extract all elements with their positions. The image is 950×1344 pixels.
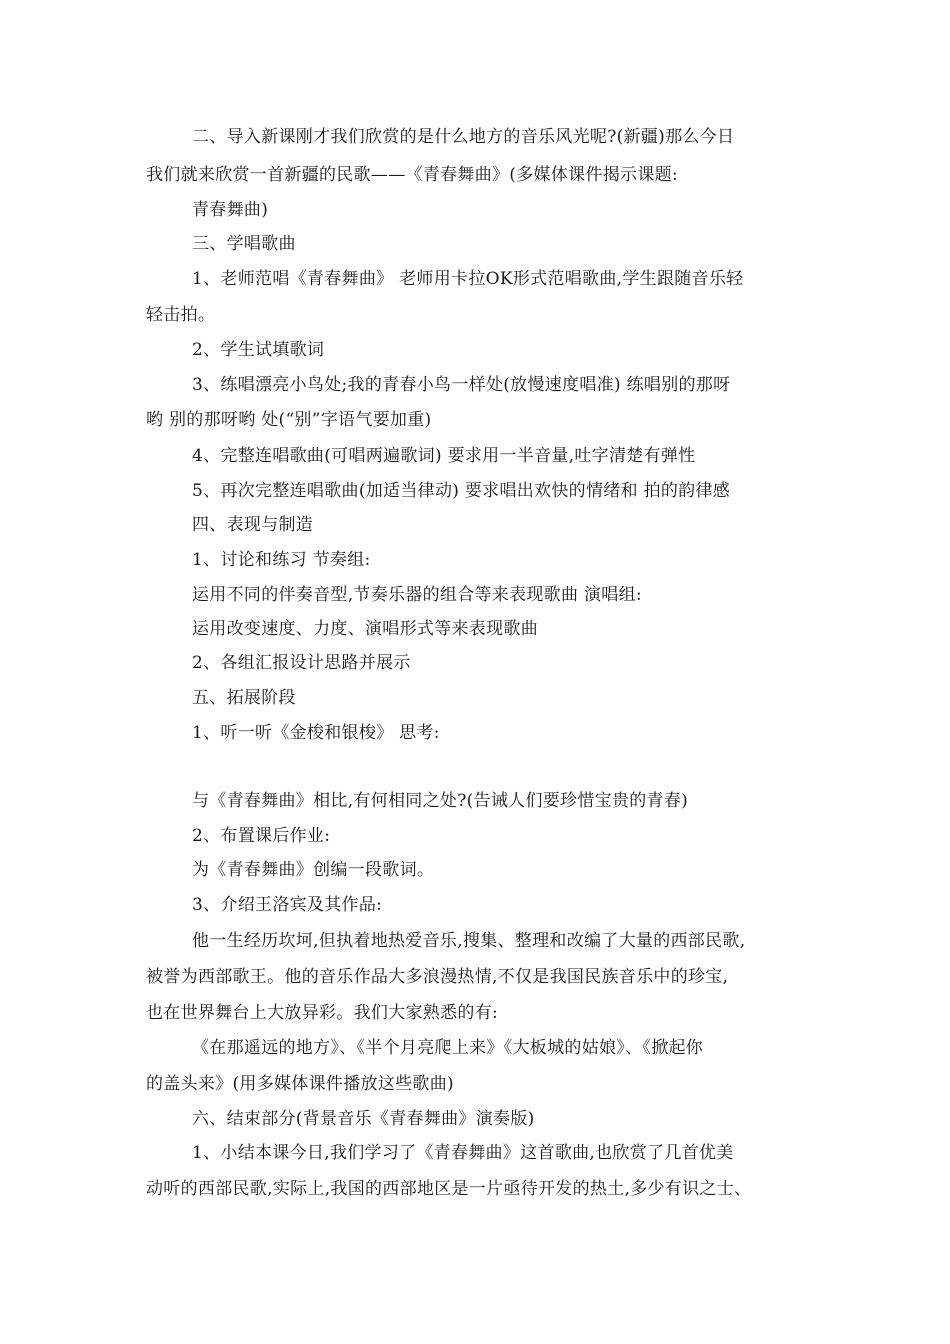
text-line: 动听的西部民歌,实际上,我国的西部地区是一片亟待开发的热土,多少有识之士、 — [146, 1179, 752, 1199]
text-line: 也在世界舞台上大放异彩。我们大家熟悉的有: — [146, 1003, 499, 1023]
text-line: 《在那遥远的地方》、《半个月亮爬上来》《大板城的姑娘》、《掀起你 — [192, 1038, 704, 1058]
section-heading: 五、拓展阶段 — [192, 688, 296, 708]
text-line: 1、讨论和练习 节奏组: — [192, 550, 371, 570]
text-line: 我们就来欣赏一首新疆的民歌——《青春舞曲》(多媒体课件揭示课题: — [146, 165, 678, 185]
text-line: 2、各组汇报设计思路并展示 — [192, 653, 411, 673]
text-line: 他一生经历坎坷,但执着地热爱音乐,搜集、整理和改编了大量的西部民歌, — [192, 931, 746, 951]
text-line: 2、布置课后作业: — [192, 826, 331, 846]
text-line: 哟 别的那呀哟 处(“别”字语气要加重) — [146, 410, 432, 430]
text-line: 运用不同的伴奏音型,节奏乐器的组合等来表现歌曲 演唱组: — [192, 585, 642, 605]
text-line: 与《青春舞曲》相比,有何相同之处?(告诫人们要珍惜宝贵的青春) — [192, 791, 689, 811]
text-line: 1、小结本课今日,我们学习了《青春舞曲》这首歌曲,也欣赏了几首优美 — [192, 1143, 734, 1163]
section-heading: 三、学唱歌曲 — [192, 234, 296, 254]
text-line: 的盖头来》(用多媒体课件播放这些歌曲) — [146, 1074, 454, 1094]
text-line: 运用改变速度、力度、演唱形式等来表现歌曲 — [192, 619, 538, 639]
text-line: 为《青春舞曲》创编一段歌词。 — [192, 860, 435, 880]
text-line: 3、介绍王洛宾及其作品: — [192, 895, 383, 915]
text-line: 3、练唱漂亮小鸟处;我的青春小鸟一样处(放慢速度唱准) 练唱别的那呀 — [192, 375, 731, 395]
section-heading: 六、结束部分(背景音乐《青春舞曲》演奏版) — [192, 1109, 535, 1129]
text-line: 4、完整连唱歌曲(可唱两遍歌词) 要求用一半音量,吐字清楚有弹性 — [192, 446, 696, 466]
text-line: 二、导入新课刚才我们欣赏的是什么地方的音乐风光呢?(新疆)那么今日 — [192, 127, 735, 147]
text-line: 5、再次完整连唱歌曲(加适当律动) 要求唱出欢快的情绪和 拍的韵律感 — [192, 481, 731, 501]
text-line: 被誉为西部歌王。他的音乐作品大多浪漫热情,不仅是我国民族音乐中的珍宝, — [146, 967, 729, 987]
text-line: 1、听一听《金梭和银梭》 思考: — [192, 723, 440, 743]
section-heading: 四、表现与制造 — [192, 515, 314, 535]
text-line: 1、老师范唱《青春舞曲》 老师用卡拉OK形式范唱歌曲,学生跟随音乐轻 — [192, 269, 744, 289]
text-line: 青春舞曲) — [192, 200, 269, 220]
text-line: 轻击拍。 — [146, 305, 216, 325]
text-line: 2、学生试填歌词 — [192, 340, 325, 360]
